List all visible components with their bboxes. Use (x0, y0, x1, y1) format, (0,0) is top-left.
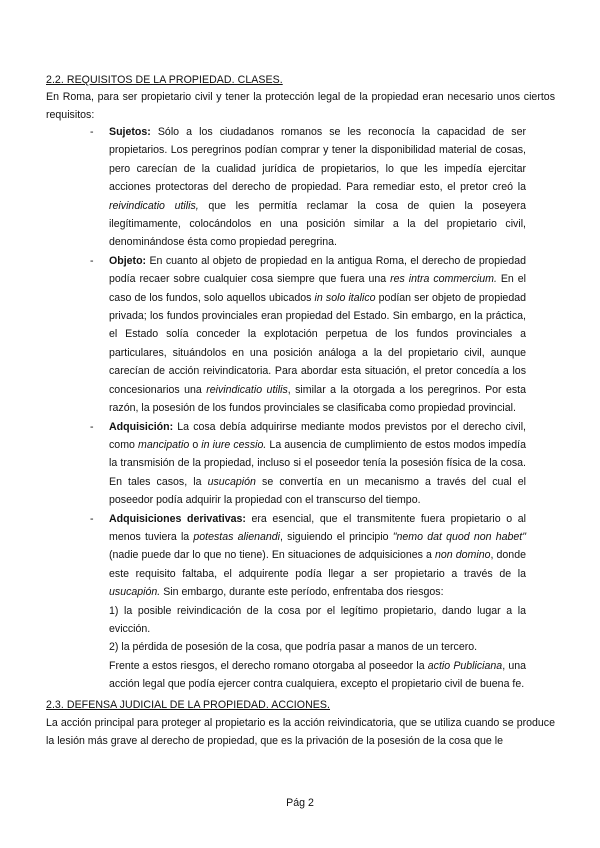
list-item-adquisiciones-derivativas: - Adquisiciones derivativas: era esencial, que el transmitente fuera propietario o al menos tuviera la potestas alienandi, siguiendo el principio "nemo dat quod non habet" (nadie puede dar lo que no tiene). En situaciones de adquisiciones a non domino, donde este requisito faltaba, el adquirente podía llegar a ser propietario a través de la usucapión. Sin embargo, durante este período, enfrentaba dos riesgos: 1) la posible reivindicación de la cosa por el legítimo propietario, dando lugar a la evicción. 2) la pérdida de posesión de la cosa, que podría pasar a manos de un tercero. Frente a estos riesgos, el derecho romano otorgaba al poseedor la actio Publiciana, una acción legal que podía ejercer contra cualquiera, excepto el propietario civil de buena fe. (90, 510, 526, 694)
bullet-dash: - (90, 420, 94, 433)
actio-publiciana-paragraph: Frente a estos riesgos, el derecho romano otorgaba al poseedor la actio Publiciana, una acción legal que podía ejercer contra cualquiera, excepto el propietario civil de buena fe. (109, 659, 526, 691)
bullet-dash: - (90, 254, 94, 267)
section-2-2-intro: En Roma, para ser propietario civil y tener la protección legal de la propiedad eran necesario unos ciertos requisitos: (46, 91, 555, 122)
section-2-3-text: La acción principal para proteger al propietario es la acción reivindicatoria, que se utiliza cuando se produce la lesión más grave al derecho de propiedad, que es la privación de la posesión de la cosa que le (46, 717, 555, 748)
derivativas-label: Adquisiciones derivativas: (109, 512, 246, 525)
adquisicion-label: Adquisición: (109, 420, 174, 433)
risk-2: 2) la pérdida de posesión de la cosa, que podría pasar a manos de un tercero. (109, 641, 478, 654)
list-item-sujetos: - Sujetos: Sólo a los ciudadanos romanos se les reconocía la capacidad de ser propietarios. Los peregrinos podían comprar y tener la disponibilidad material de cosas, pero carecían de la cualidad jurídica de propietarios, lo que les impedía ejercitar acciones protectoras del derecho de propiedad. Para remediar esto, el pretor creó la reivindicatio utilis, que les permitía reclamar la cosa de quien la poseyera ilegítimamente, colocándolos en una posición similar a la del propietario civil, denominándose ésta como propiedad peregrina. (90, 123, 526, 252)
bullet-dash: - (90, 512, 94, 525)
section-2-3-heading: 2.3. DEFENSA JUDICIAL DE LA PROPIEDAD. ACCIONES. (46, 699, 331, 711)
objeto-label: Objeto: (109, 254, 147, 267)
section-2-2-heading: 2.2. REQUISITOS DE LA PROPIEDAD. CLASES. (46, 74, 283, 86)
list-item-objeto: - Objeto: En cuanto al objeto de propiedad en la antigua Roma, el derecho de propiedad podía recaer sobre cualquier cosa siempre que fuera una res intra commercium. En el caso de los fundos, solo aquellos ubicados in solo italico podían ser objeto de propiedad privada; los fundos provinciales eran propiedad del Estado. Sin embargo, en la práctica, el Estado solía conceder la explotación perpetua de los fundos provinciales a particulares, situándolos en una posición análoga a la del propietario civil, aunque carecían de acción reivindicatoria. Para abordar esta situación, el pretor concedía a los concesionarios una reivindicatio utilis, similar a la otorgada a los peregrinos. Por esta razón, la posesión de los fundos provinciales se clasificaba como propiedad provincial. (90, 252, 526, 418)
bullet-dash: - (90, 126, 94, 138)
page-number: Pág 2 (286, 797, 314, 809)
requirements-list (90, 123, 526, 694)
risk-1: 1) la posible reivindicación de la cosa por el legítimo propietario, dando lugar a la evicción. (109, 604, 526, 635)
list-item-adquisicion: - Adquisición: La cosa debía adquirirse mediante modos previstos por el derecho civil, como mancipatio o in iure cessio. La ausencia de cumplimiento de estos modos impedía la transmisión de la propiedad, incluso si el poseedor tenía la posesión física de la cosa. En tales casos, la usucapión se convertía en un mecanismo a través del cual el poseedor podía adquirir la propiedad con el transcurso del tiempo. (90, 418, 526, 510)
sujetos-label: Sujetos: (109, 126, 151, 138)
